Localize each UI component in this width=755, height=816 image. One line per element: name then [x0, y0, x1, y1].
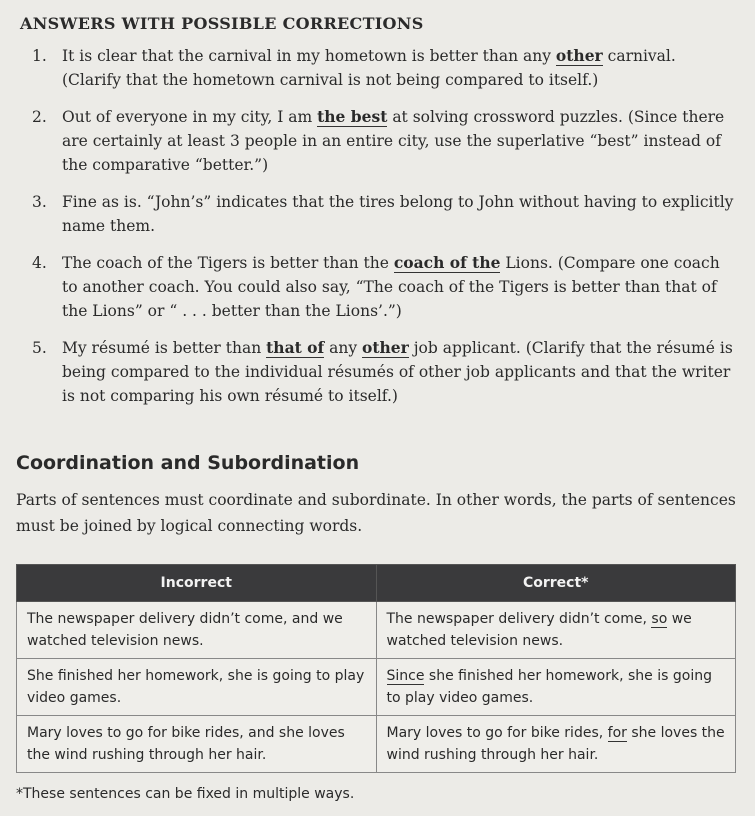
- item-text: [62, 251, 738, 323]
- section-title: Coordination and Subordination: [16, 452, 360, 474]
- answer-item-2: [18, 105, 738, 177]
- text-segment: job applicant. (Clarify that the résumé is being compared to the individual résumés of other job applicants and that the writer is not comparing his own résumé to itself.): [62, 339, 733, 405]
- table-row: [17, 659, 736, 716]
- underlined-connector: for: [607, 725, 627, 741]
- table-row: [17, 716, 736, 773]
- answer-item-1: [18, 44, 738, 92]
- table-header-row: [17, 565, 736, 602]
- answer-item-3: [18, 190, 738, 238]
- text-segment: The coach of the Tigers is better than the: [62, 254, 394, 272]
- item-number: 1.: [32, 47, 47, 65]
- text-segment: Lions. (Compare one coach to another coach. You could also say, “The coach of the Tigers is better than that of the Lions” or “ . . . better than the Lions’.”): [62, 254, 720, 320]
- item-text: Fine as is. “John’s” indicates that the tires belong to John without having to explicitly name them.: [62, 193, 734, 235]
- correct-cell: [376, 602, 736, 659]
- incorrect-cell: She finished her homework, she is going to play video games.: [17, 659, 377, 716]
- text-segment: The newspaper delivery didn’t come,: [386, 611, 652, 627]
- item-text: [62, 105, 738, 177]
- text-segment: she finished her homework, she is going to play video games.: [386, 668, 712, 706]
- text-segment: It is clear that the carnival in my hometown is better than any: [62, 47, 556, 65]
- footnote: *These sentences can be fixed in multiple ways.: [16, 786, 355, 802]
- incorrect-cell: The newspaper delivery didn’t come, and we watched television news.: [17, 602, 377, 659]
- underlined-connector: so: [651, 611, 668, 627]
- text-segment: she loves the wind rushing through her hair.: [386, 725, 725, 763]
- text-segment: Out of everyone in my city, I am: [62, 108, 318, 126]
- text-segment: My résumé is better than: [62, 339, 267, 357]
- text-segment: any: [324, 339, 363, 357]
- underlined-connector: Since: [386, 668, 425, 684]
- text-segment: we watched television news.: [386, 611, 692, 649]
- underlined-correction: the best: [317, 107, 388, 126]
- underlined-correction: other: [555, 46, 603, 65]
- text-segment: Mary loves to go for bike rides,: [386, 725, 608, 741]
- item-text: [62, 336, 738, 408]
- item-number: 4.: [32, 254, 47, 272]
- answers-heading: ANSWERS WITH POSSIBLE CORRECTIONS: [20, 14, 424, 33]
- table-row: [17, 602, 736, 659]
- item-number: 3.: [32, 193, 47, 211]
- underlined-correction: coach of the: [393, 253, 501, 272]
- item-text: [62, 44, 738, 92]
- text-segment: at solving crossword puzzles. (Since there are certainly at least 3 people in an entire city, use the superlative “best” instead of the comparative “better.”): [62, 108, 725, 174]
- text-segment: carnival. (Clarify that the hometown carnival is not being compared to itself.): [62, 47, 676, 89]
- item-number: 5.: [32, 339, 47, 357]
- section-intro: Parts of sentences must coordinate and subordinate. In other words, the parts of sentences must be joined by logical connecting words.: [16, 491, 736, 535]
- incorrect-cell: Mary loves to go for bike rides, and she loves the wind rushing through her hair.: [17, 716, 377, 773]
- header-incorrect: Incorrect: [17, 565, 377, 602]
- answer-item-5: [18, 336, 738, 408]
- correct-cell: [376, 716, 736, 773]
- underlined-correction: that of: [266, 338, 325, 357]
- header-correct: Correct*: [376, 565, 736, 602]
- corrections-table: [16, 564, 736, 773]
- underlined-correction: other: [362, 338, 409, 357]
- answers-list: [18, 44, 738, 421]
- correct-cell: [376, 659, 736, 716]
- answer-item-4: [18, 251, 738, 323]
- item-number: 2.: [32, 108, 47, 126]
